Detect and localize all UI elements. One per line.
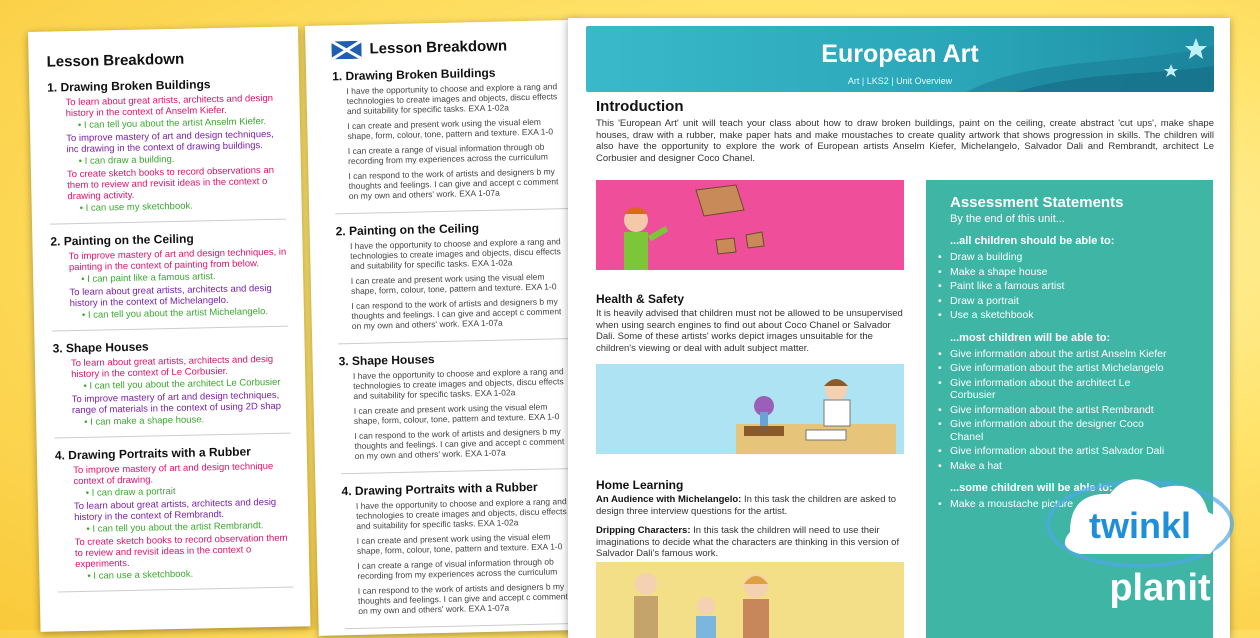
lesson-block [341, 479, 579, 629]
twinkl-logo-icon [1040, 462, 1240, 622]
experience-outcome: I can create and present work using the visual elem shape, form, colour, tone, pattern and texture. EXA 1-0 [356, 531, 563, 556]
assessment-item: • Make a shape house [938, 266, 1170, 279]
lesson-block [47, 76, 286, 225]
assessment-item: • Use a sketchbook [938, 309, 1170, 322]
home-item-text: In this task the children are asked to design three interview questions for the artist. [596, 494, 897, 517]
home-learning-item [596, 525, 904, 560]
svg-text:planit: planit [1109, 567, 1211, 609]
experience-outcome: I have the opportunity to choose and explore a rang and technologies to create images and objects, discu effects and suitability for specific tasks. EXA 1-02a [355, 496, 567, 531]
introduction-text: This 'European Art' unit will teach your class about how to draw broken buildings, paint on the ceiling, create abstract 'cut ups', make shape houses, draw with a rubber, make paper hats and make moustaches to create quality artwork that shows progression in skills. The children will also have the opportunity to explore the work of European artists Anselm Kiefer, Michelangelo, Salvador Dali and Rembrandt, architect Le Corbusier and designer Coco Chanel. [596, 118, 1214, 164]
assessment-item: • Make a moustache picture [938, 498, 1170, 511]
i-can-statement: • I can tell you about the artist Michelangelo. [82, 306, 288, 321]
assessment-group-label: ...some children will be able to: [950, 482, 1113, 494]
lesson-title: 4. Drawing Portraits with a Rubber [341, 479, 538, 499]
home-learning-text [596, 494, 904, 560]
learning-objective: To improve mastery of art and design techniques, in painting in the context of painting from below. [68, 246, 287, 274]
i-can-statement: • I can tell you about the artist Rembrandt. [86, 520, 292, 535]
lesson-title: 2. Painting on the Ceiling [335, 221, 480, 239]
assessment-item: • Draw a building [938, 251, 1170, 264]
introduction-heading: Introduction [596, 98, 684, 115]
learning-objective: To improve mastery of art and design techniques, inc drawing in the context of drawing buildings. [66, 128, 274, 156]
i-can-statement: • I can tell you about the architect Le Corbusier [83, 377, 289, 392]
learning-objective: To learn about great artists, architects and desig history in the context of Le Corbusier. [70, 353, 274, 381]
experience-outcome: I can create and present work using the visual elem shape, form, colour, tone, pattern and texture. EXA 1-0 [347, 116, 554, 142]
lesson-breakdown-page-english [28, 26, 311, 632]
assessment-item: • Give information about the architect Le Corbusier [938, 377, 1170, 402]
assessment-item: • Make a hat [938, 460, 1170, 473]
page-title-text: Lesson Breakdown [369, 37, 508, 58]
lesson-block [336, 219, 574, 344]
assessment-group-label: ...all children should be able to: [950, 235, 1115, 247]
experience-outcome: I can respond to the work of artists and designers b my thoughts and feelings. I can give and accept c comment on my own and others' work. EXA 1-07a [348, 166, 559, 202]
health-safety-text: It is heavily advised that children must not be allowed to be unsupervised when using search engines to find out about Coco Chanel or Salvador Dali. Some of these artists' works depict images unsuitable for the children's viewing or deal with adult subject matter. [596, 308, 903, 354]
i-can-statement: • I can draw a portrait [86, 484, 292, 499]
experience-outcome: I can create a range of visual information through ob recording from my experiences across the curriculum [357, 556, 558, 581]
learning-objective: To create sketch books to record observations an them to review and revisit ideas in the context o drawing activity. [66, 164, 275, 203]
experience-outcome: I can respond to the work of artists and designers b my thoughts and feelings. I can give and accept c comment on my own and others' work. EXA 1-07a [351, 296, 562, 332]
experience-outcome: I can respond to the work of artists and designers b my thoughts and feelings. I can give and accept c comment on my own and others' work. EXA 1-07a [354, 426, 565, 462]
home-item-label: Dripping Characters: [596, 525, 691, 536]
boxes-illustration [596, 180, 904, 270]
assessment-item: • Give information about the artist Michelangelo [938, 362, 1170, 375]
assessment-item: • Give information about the artist Salvador Dali [938, 445, 1170, 458]
assessment-group-label: ...most children will be able to: [950, 331, 1111, 344]
page-title [331, 36, 566, 59]
learning-objective: To create sketch books to record observation them to review and revisit ideas in the context o experiments. [74, 532, 288, 571]
scotland-flag-icon [331, 41, 361, 60]
home-learning-item [596, 494, 904, 517]
lesson-title: 3. Shape Houses [52, 339, 149, 356]
unit-subtitle: Art | LKS2 | Unit Overview [847, 76, 953, 86]
lesson-block [332, 64, 570, 214]
assessment-intro: By the end of this unit... [950, 213, 1065, 225]
lesson-block [55, 444, 294, 593]
assessment-heading: Assessment Statements [950, 194, 1124, 211]
i-can-statement: • I can use a sketchbook. [87, 567, 293, 582]
experience-outcome: I have the opportunity to choose and explore a rang and technologies to create images and objects, discu effects and suitability for specific tasks. EXA 1-02a [346, 81, 558, 117]
lesson-block [52, 337, 290, 439]
lesson-title: 4. Drawing Portraits with a Rubber [54, 444, 252, 463]
lesson-title: 1. Drawing Broken Buildings [331, 65, 496, 84]
lesson-title: 1. Drawing Broken Buildings [47, 77, 211, 95]
home-learning-heading: Home Learning [596, 478, 684, 492]
experience-outcome: I can create a range of visual information through ob recording from my experiences across the curriculum [347, 141, 548, 167]
lesson-block [50, 230, 288, 332]
experience-outcome: I have the opportunity to choose and explore a rang and technologies to create images and objects, discu effects and suitability for specific tasks. EXA 1-02a [349, 236, 561, 272]
assessment-item: • Draw a portrait [938, 295, 1170, 308]
svg-text:twinkl: twinkl [1088, 505, 1192, 546]
home-item-label: An Audience with Michelangelo: [596, 494, 742, 505]
lesson-list [332, 64, 580, 629]
title-banner [586, 26, 1214, 92]
experience-outcome: I can create and present work using the visual elem shape, form, colour, tone, pattern and texture. EXA 1-0 [350, 271, 557, 297]
unit-title: European Art [821, 40, 979, 68]
lesson-breakdown-page-scottish [305, 20, 594, 636]
assessment-item: • Give information about the artist Anselm Kiefer [938, 348, 1170, 361]
home-item-text: In this task the children will need to use their imaginations to decide what the characters are thinking in this version of Salvador Dali's famous work. [596, 525, 900, 559]
experience-outcome: I can respond to the work of artists and designers b my thoughts and feelings. I can give and accept c comment on my own and others' work. EXA 1-07a [357, 581, 568, 616]
drawing-illustration [596, 364, 904, 454]
i-can-statement: • I can tell you about the artist Anselm Kiefer. [78, 116, 284, 131]
lesson-title: 2. Painting on the Ceiling [50, 231, 194, 249]
assessment-item: • Give information about the designer Coco Chanel [938, 418, 1170, 443]
i-can-statement: • I can make a shape house. [84, 413, 290, 428]
experience-outcome: I have the opportunity to choose and explore a rang and technologies to create images and objects, discu effects and suitability for specific tasks. EXA 1-02a [352, 366, 564, 402]
i-can-statement: • I can use my sketchbook. [80, 199, 286, 214]
learning-objective: To improve mastery of art and design technique context of drawing. [73, 460, 274, 488]
characters-illustration [596, 562, 904, 638]
learning-objective: To learn about great artists, architects and desig history in the context of Michelangelo. [69, 282, 272, 310]
assessment-item: • Paint like a famous artist [938, 280, 1170, 293]
learning-objective: To learn about great artists, architects and design history in the context of Anselm Kiefer. [65, 92, 274, 120]
i-can-statement: • I can draw a building. [79, 152, 285, 167]
assessment-item: • Give information about the artist Rembrandt [938, 404, 1170, 417]
lesson-list [47, 76, 294, 593]
learning-objective: To learn about great artists, architects and desig history in the context of Rembrandt. [73, 496, 277, 524]
lesson-title: 3. Shape Houses [338, 352, 435, 369]
experience-outcome: I can create and present work using the visual elem shape, form, colour, tone, pattern and texture. EXA 1-0 [353, 401, 560, 427]
i-can-statement: • I can paint like a famous artist. [81, 270, 287, 285]
lesson-block [338, 349, 576, 474]
page-title: Lesson Breakdown [46, 50, 185, 71]
health-safety-heading: Health & Safety [596, 292, 685, 306]
learning-objective: To improve mastery of art and design techniques, range of materials in the context of using 2D shap [71, 389, 282, 417]
